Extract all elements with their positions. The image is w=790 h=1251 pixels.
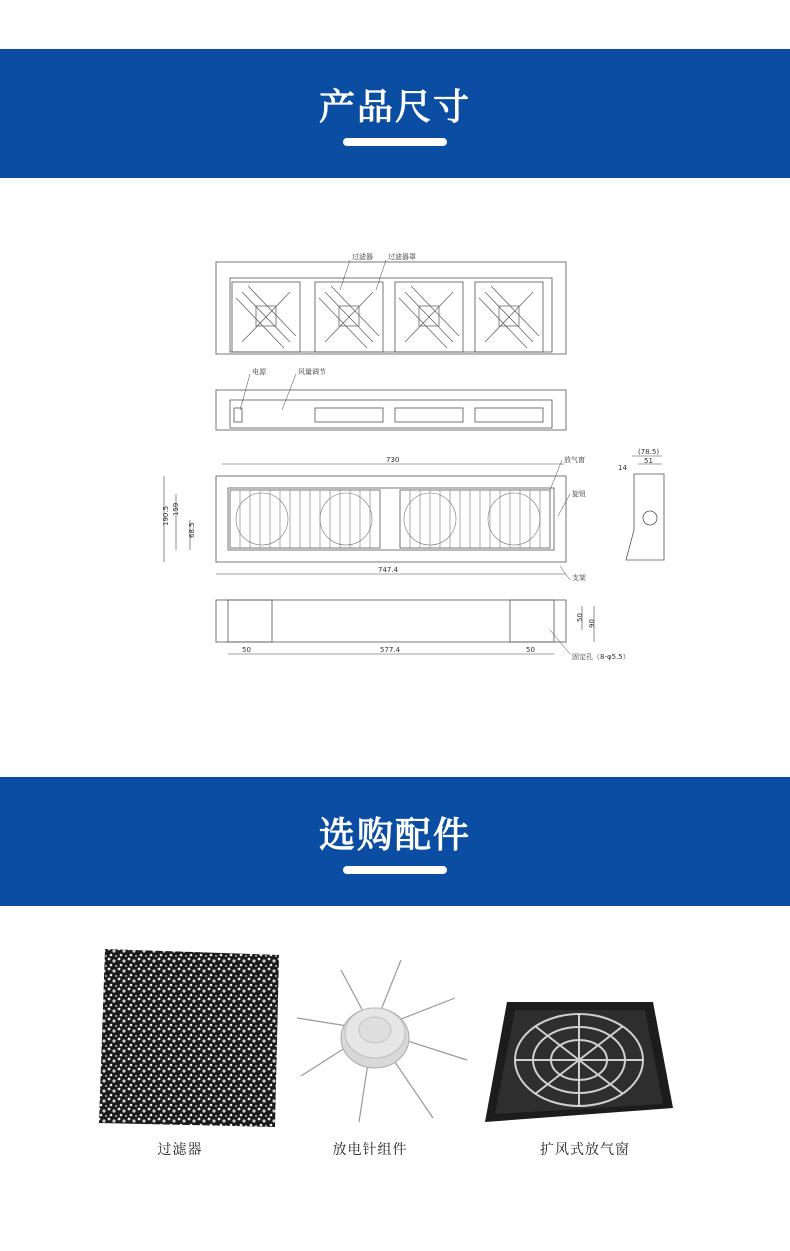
top-view-frame xyxy=(216,262,566,354)
dim-747: 747.4 xyxy=(378,566,399,574)
label-vent: 放气窗 xyxy=(564,456,585,464)
accessory-label-filter: 过滤器 xyxy=(157,1142,203,1158)
dim-50-left: 50 xyxy=(242,646,251,654)
label-fix-hole: 固定孔（8-φ5.5） xyxy=(572,653,630,661)
dim-50-vertical: 50 xyxy=(576,613,584,622)
label-power: 电源 xyxy=(252,368,266,376)
title-underline xyxy=(343,866,447,874)
title-underline xyxy=(343,138,447,146)
accessory-label-vent: 扩风式放气窗 xyxy=(540,1142,630,1158)
fan-modules xyxy=(232,282,543,352)
dim-190: 190.5 xyxy=(162,505,170,526)
dim-51: 51 xyxy=(644,457,653,465)
dim-730: 730 xyxy=(386,456,400,464)
accessory-label-needle: 放电针组件 xyxy=(332,1142,408,1158)
label-filter: 过滤器 xyxy=(352,253,373,261)
dim-90-vertical: 90 xyxy=(588,619,596,628)
label-wind-adjust: 风量调节 xyxy=(298,368,326,376)
label-stand: 支架 xyxy=(572,574,586,582)
dim-577: 577.4 xyxy=(380,646,401,654)
section-title: 选购配件 xyxy=(318,815,471,856)
dim-14: 14 xyxy=(618,464,627,472)
side-view xyxy=(626,474,664,560)
bottom-view-frame xyxy=(216,600,566,642)
label-knob: 旋钮 xyxy=(572,490,586,498)
label-filter-cover: 过滤器罩 xyxy=(388,253,416,261)
dim-78: (78.5) xyxy=(638,448,660,456)
dimension-drawing xyxy=(150,250,660,670)
section-title: 产品尺寸 xyxy=(318,87,471,128)
product-size-banner xyxy=(0,49,790,178)
filter-foam-icon xyxy=(97,947,281,1129)
dim-159: 159 xyxy=(172,502,180,516)
main-view-frame xyxy=(216,476,566,562)
discharge-needle-icon xyxy=(295,958,470,1123)
dim-68: 68.5 xyxy=(188,522,196,538)
accessories-banner xyxy=(0,777,790,906)
vent-grille-icon xyxy=(485,998,675,1126)
dim-50-right: 50 xyxy=(526,646,535,654)
front-view-frame xyxy=(216,390,566,430)
